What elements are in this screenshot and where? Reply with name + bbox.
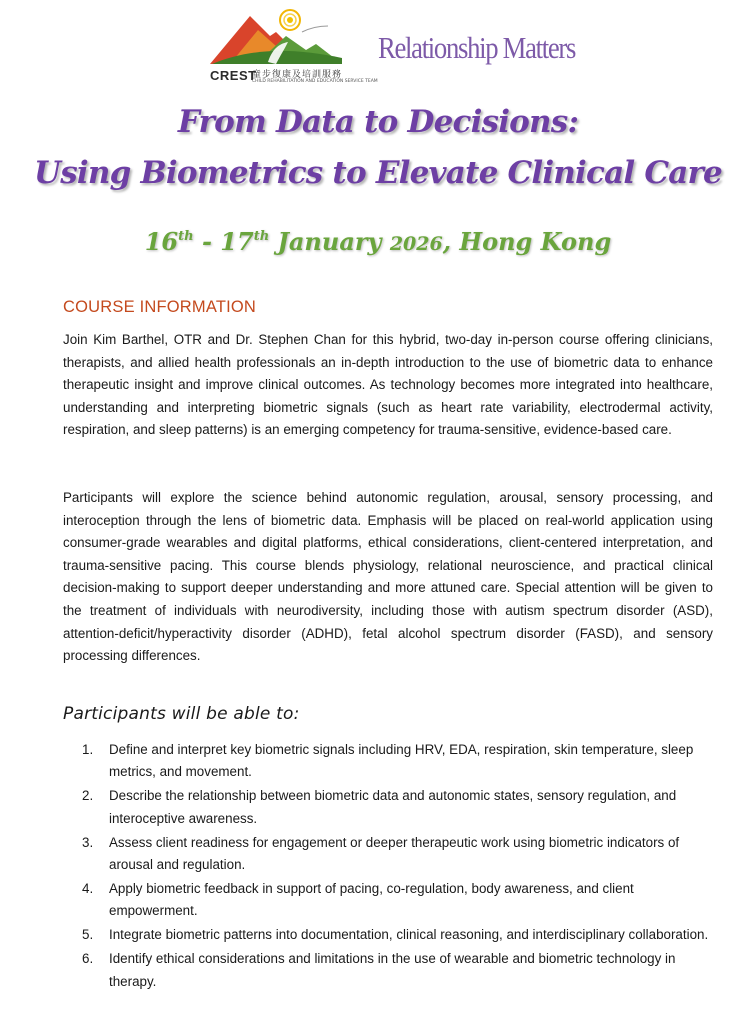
crest-name: CREST [210, 68, 257, 83]
relationship-matters-logo: Relationship Matters [378, 30, 576, 65]
title-line-1: From Data to Decisions: [177, 104, 579, 140]
outcome-number: 2. [82, 788, 94, 804]
outcome-number: 5. [82, 927, 94, 943]
outcome-item [82, 948, 722, 993]
course-paragraph-1: Join Kim Barthel, OTR and Dr. Stephen Chan for this hybrid, two-day in-person course offering clinicians, therapists, and allied health professionals an in-depth introduction to the use of biometric data to enhance therapeutic insight and improve clinical outcomes. As technology becomes more integrated into healthcare, understanding and interpreting biometric signals (such as heart rate variability, electrodermal activity, respiration, and sleep patterns) is an emerging competency for trauma-sensitive, evidence-based care. [63, 332, 713, 438]
outcome-number: 6. [82, 951, 94, 967]
title-line-2: Using Biometrics to Elevate Clinical Care [34, 155, 722, 191]
course-paragraph-2: Participants will explore the science behind autonomic regulation, arousal, sensory processing, and interoception through the lens of biometric data. Emphasis will be placed on real-world application using consumer-grade wearables and digital platforms, ethical considerations, client-centered interpretation, and trauma-sensitive pacing. This course blends physiology, relational neuroscience, and practical clinical decision-making to support deeper understanding and more attuned care. Special attention will be given to the treatment of individuals with neurodiversity, including those with autism spectrum disorder (ASD), attention-deficit/hyperactivity disorder (ADHD), fetal alcohol spectrum disorder (FASD), and sensory processing differences. [63, 490, 713, 664]
mountain-sun-logo-icon [206, 6, 344, 68]
outcome-item [82, 785, 722, 830]
date-location [0, 227, 756, 256]
outcome-text: Assess client readiness for engagement or deeper therapeutic work using biometric indicators of arousal and regulation. [109, 834, 680, 873]
outcome-text: Identify ethical considerations and limitations in the use of wearable and biometric technology in therapy. [109, 951, 676, 989]
outcome-text: Describe the relationship between biometric data and autonomic states, sensory regulation, and interoceptive awareness. [109, 788, 677, 826]
outcome-item [82, 739, 722, 784]
outcome-item [82, 832, 722, 877]
date-separator: - [193, 227, 221, 256]
start-day-suffix: th [178, 229, 194, 244]
end-day-suffix: th [253, 229, 270, 244]
outcome-number: 4. [82, 880, 94, 896]
crest-chinese-name: 童步復康及培訓服務 [252, 70, 343, 80]
outcome-item [82, 924, 722, 946]
outcome-item [82, 878, 722, 923]
outcomes-heading: Participants will be able to: [63, 704, 300, 724]
end-day: 17 [220, 227, 254, 256]
location: , Hong Kong [442, 227, 612, 256]
outcomes-list [82, 739, 722, 994]
outcome-text: Integrate biometric patterns into documentation, clinical reasoning, and interdisciplinary collaboration. [109, 927, 709, 943]
year: 2026 [389, 233, 443, 255]
start-day: 16 [144, 227, 179, 256]
crest-logo [206, 6, 378, 86]
outcome-text: Define and interpret key biometric signals including HRV, EDA, respiration, skin temperature, sleep metrics, and movement. [109, 742, 694, 780]
month: January [269, 227, 390, 256]
outcome-number: 1. [82, 742, 94, 757]
crest-subtitle: CHILD REHABILITATION AND EDUCATION SERVICE TEAM [252, 79, 378, 84]
outcome-text: Apply biometric feedback in support of pacing, co-regulation, body awareness, and client empowerment. [109, 880, 634, 919]
logo-bar [0, 0, 756, 90]
outcome-number: 3. [82, 834, 94, 850]
course-information-heading: COURSE INFORMATION [63, 298, 257, 316]
